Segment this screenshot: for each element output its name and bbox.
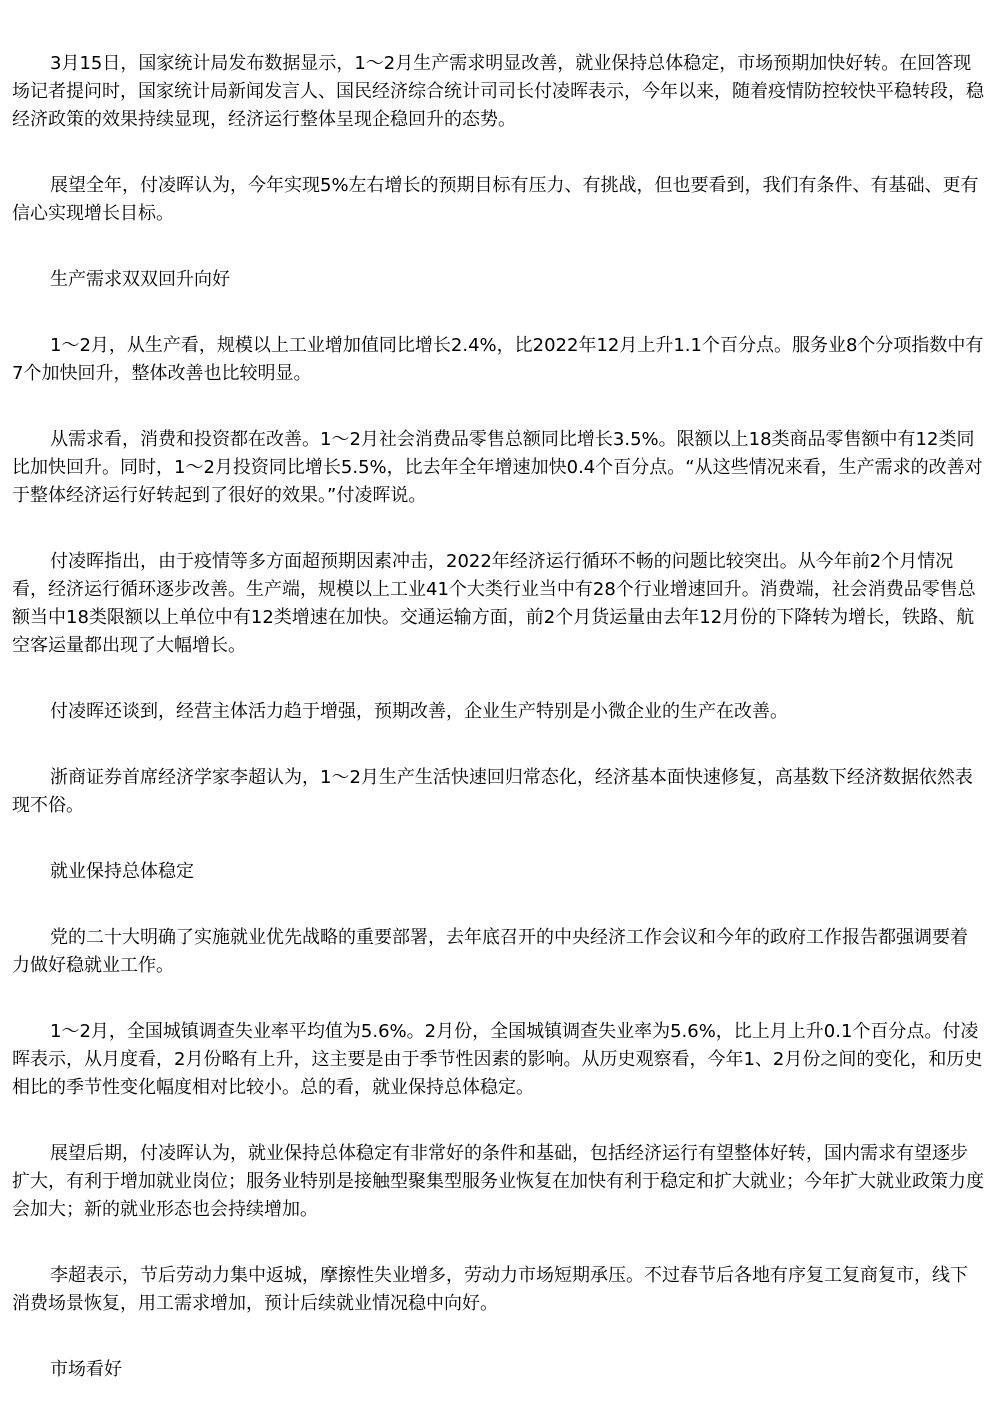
paragraph: 付凌晖还谈到，经营主体活力趋于增强，预期改善，企业生产特别是小微企业的生产在改善。 bbox=[50, 701, 788, 722]
section-heading: 市场看好 bbox=[50, 1359, 122, 1380]
paragraph: 从需求看，消费和投资都在改善。1～2月社会消费品零售总额同比增长3.5%。限额以上18类商品零售额中有12类同比加快回升。同时，1～2月投资同比增长5.5%，比去年全年增速加快0.4个百分点。“从这些情况来看，生产需求的改善对于整体经济运行好转起到了很好的效果。”付凌晖说。 bbox=[12, 429, 983, 506]
paragraph: 展望后期，付凌晖认为，就业保持总体稳定有非常好的条件和基础，包括经济运行有望整体好转，国内需求有望逐步扩大，有利于增加就业岗位；服务业特别是接触型聚集型服务业恢复在加快有利于稳定和扩大就业；今年扩大就业政策力度会加大；新的就业形态也会持续增加。 bbox=[12, 1143, 984, 1220]
paragraph: 浙商证券首席经济学家李超认为，1～2月生产生活快速回归常态化，经济基本面快速修复，高基数下经济数据依然表现不俗。 bbox=[12, 767, 973, 816]
article-body bbox=[12, 50, 984, 1422]
paragraph: 付凌晖指出，由于疫情等多方面超预期因素冲击，2022年经济运行循环不畅的问题比较突出。从今年前2个月情况看，经济运行循环逐步改善。生产端，规模以上工业41个大类行业当中有28个行业增速回升。消费端，社会消费品零售总额当中18类限额以上单位中有12类增速在加快。交通运输方面，前2个月货运量由去年12月份的下降转为增长，铁路、航空客运量都出现了大幅增长。 bbox=[12, 551, 976, 656]
section-heading: 生产需求双双回升向好 bbox=[50, 269, 230, 290]
paragraph: 党的二十大明确了实施就业优先战略的重要部署，去年底召开的中央经济工作会议和今年的政府工作报告都强调要着力做好稳就业工作。 bbox=[12, 927, 968, 976]
paragraph: 3月15日，国家统计局发布数据显示，1～2月生产需求明显改善，就业保持总体稳定，市场预期加快好转。在回答现场记者提问时，国家统计局新闻发言人、国民经济综合统计司司长付凌晖表示，今年以来，随着疫情防控较快平稳转段，稳经济政策的效果持续显现，经济运行整体呈现企稳回升的态势。 bbox=[12, 53, 984, 130]
section-heading: 就业保持总体稳定 bbox=[50, 861, 194, 882]
paragraph: 1～2月，全国城镇调查失业率平均值为5.6%。2月份，全国城镇调查失业率为5.6%，比上月上升0.1个百分点。付凌晖表示，从月度看，2月份略有上升，这主要是由于季节性因素的影响。从历史观察看，今年1、2月份之间的变化，和历史相比的季节性变化幅度相对比较小。总的看，就业保持总体稳定。 bbox=[12, 1021, 983, 1098]
paragraph: 1～2月，从生产看，规模以上工业增加值同比增长2.4%，比2022年12月上升1.1个百分点。服务业8个分项指数中有7个加快回升，整体改善也比较明显。 bbox=[12, 335, 984, 384]
paragraph: 展望全年，付凌晖认为，今年实现5%左右增长的预期目标有压力、有挑战，但也要看到，我们有条件、有基础、更有信心实现增长目标。 bbox=[12, 175, 979, 224]
paragraph: 李超表示，节后劳动力集中返城，摩擦性失业增多，劳动力市场短期承压。不过春节后各地有序复工复商复市，线下消费场景恢复，用工需求增加，预计后续就业情况稳中向好。 bbox=[12, 1265, 968, 1314]
